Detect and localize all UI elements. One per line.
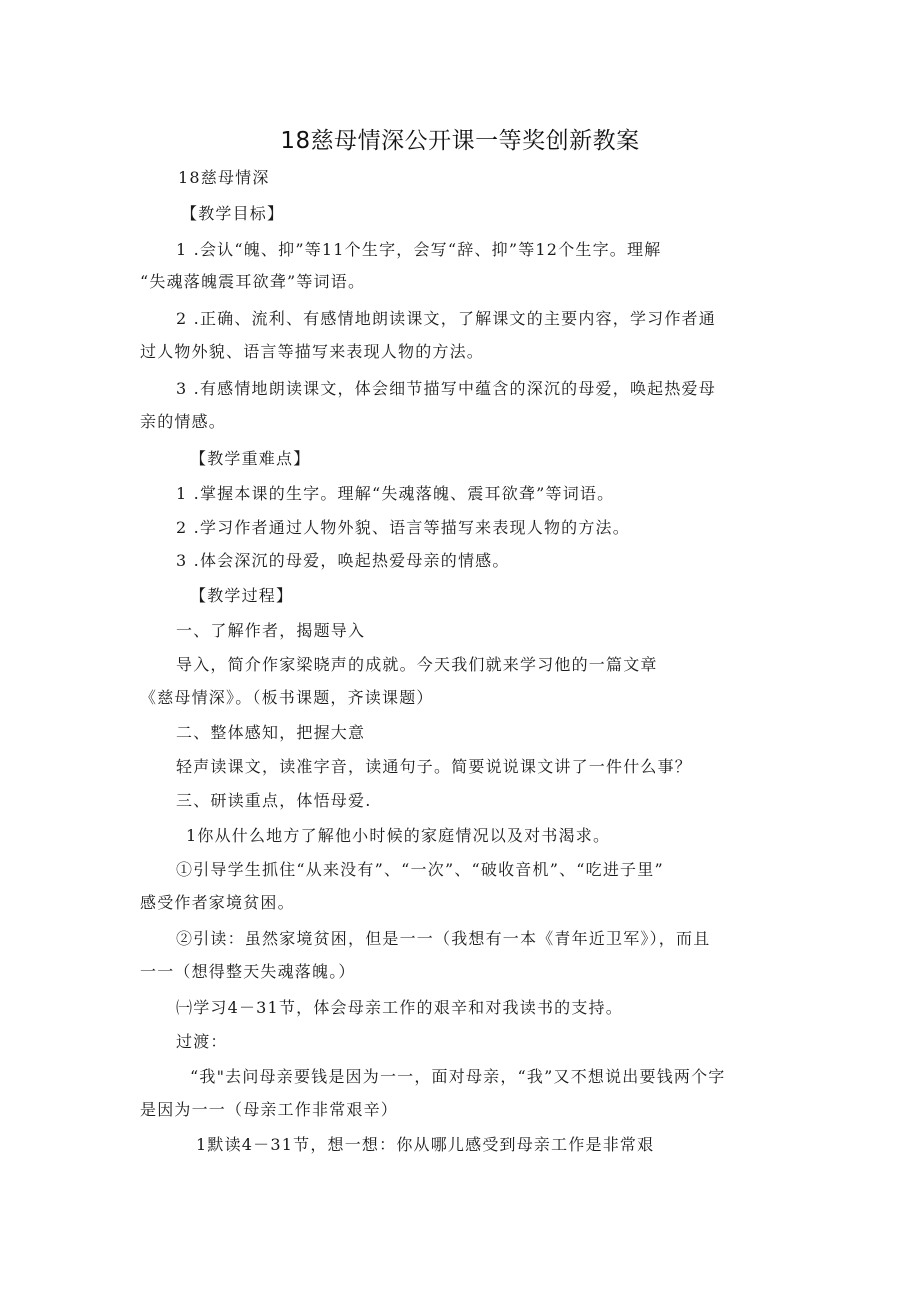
heading-key-points: 【教学重难点】 <box>190 449 311 468</box>
text-line: 过人物外貌、语言等描写来表现人物的方法。 <box>140 342 485 361</box>
heading-teaching-goals: 【教学目标】 <box>181 204 285 223</box>
document-title: 18慈母情深公开课一等奖创新教案 <box>280 128 640 154</box>
text-line: 导入，简介作家梁晓声的成就。今天我们就来学习他的一篇文章 <box>176 655 658 674</box>
text-line: 3 .体会深沉的母爱，唤起热爱母亲的情感。 <box>176 551 510 570</box>
text-line: 《慈母情深》。（板书课题，齐读课题） <box>140 688 434 707</box>
text-line: ㈠学习4－31节，体会母亲工作的艰辛和对我读书的支持。 <box>176 998 623 1017</box>
text-line: 2 .学习作者通过人物外貌、语言等描写来表现人物的方法。 <box>176 518 630 537</box>
text-line: 是因为一一（母亲工作非常艰辛） <box>140 1100 399 1119</box>
text-line: 1你从什么地方了解他小时候的家庭情况以及对书渴求。 <box>186 826 611 845</box>
text-line: 过渡： <box>176 1032 228 1051</box>
text-line: 2 .正确、流利、有感情地朗读课文，了解课文的主要内容，学习作者通 <box>176 309 716 328</box>
text-line: 一一（想得整天失魂落魄。） <box>140 962 356 981</box>
section-heading: 二、整体感知，把握大意 <box>176 723 366 742</box>
section-heading: 三、研读重点，体悟母爱. <box>176 791 372 810</box>
text-line: 3 .有感情地朗读课文，体会细节描写中蕴含的深沉的母爱，唤起热爱母 <box>176 379 716 398</box>
heading-teaching-process: 【教学过程】 <box>190 586 294 605</box>
text-line: 1默读4－31节，想一想：你从哪儿感受到母亲工作是非常艰 <box>196 1135 655 1154</box>
text-line: 1 .会认“魄、抑”等11个生字，会写“辞、抑”等12个生字。理解 <box>176 240 662 259</box>
text-line: “我"去问母亲要钱是因为一一，面对母亲，“我”又不想说出要钱两个字 <box>190 1067 726 1086</box>
section-heading: 一、了解作者，揭题导入 <box>176 621 366 640</box>
text-line: “失魂落魄震耳欲聋”等词语。 <box>140 272 366 291</box>
text-line: 感受作者家境贫困。 <box>140 893 295 912</box>
text-line: 轻声读课文，读准字音，读通句子。简要说说课文讲了一件什么事？ <box>176 757 693 776</box>
text-line: 亲的情感。 <box>140 412 227 431</box>
text-line: ②引读：虽然家境贫困，但是一一（我想有一本《青年近卫军》），而且 <box>176 929 711 948</box>
text-line: 1 .掌握本课的生字。理解“失魂落魄、震耳欲聋”等词语。 <box>176 484 615 503</box>
text-line: ①引导学生抓住“从来没有”、“一次”、“破收音机”、“吃进子里” <box>176 860 664 879</box>
text-line-subtitle: 18慈母情深 <box>178 168 270 187</box>
